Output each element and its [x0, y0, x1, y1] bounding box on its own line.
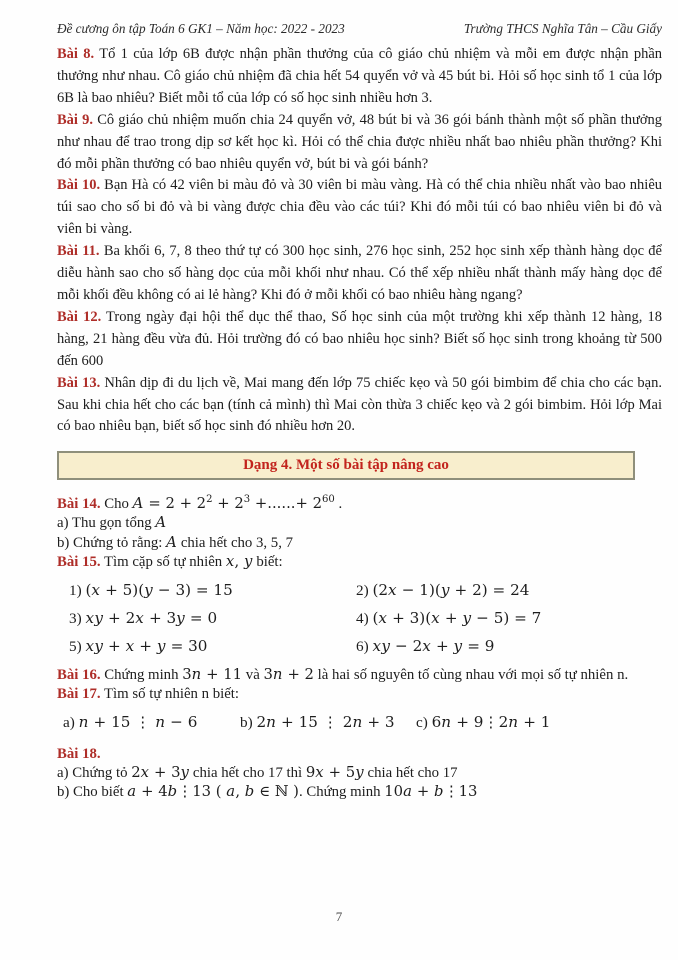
equation-grid: [69, 581, 662, 656]
equation-5: 5) xy + x + y = 30: [69, 637, 208, 656]
problem-bai-14-line: Bài 14. Cho $A = 2 + 2^2 + 2^3$ +......+ $2^{60}$ .: [57, 494, 343, 513]
equation-6: 6) xy − 2x + y = 9: [356, 637, 495, 656]
problem-bai-14-a: a) Thu gọn tổng A: [57, 514, 167, 532]
problem-bai-18-b: b) Cho biết a + 4b⋮13 ( a, b ∈ ℕ ). Chứng minh 10a + b⋮13: [57, 783, 478, 801]
bai-17-item-c: c) 6n + 9⋮2n + 1: [416, 712, 551, 731]
section-title: Dạng 4. Một số bài tập nâng cao: [243, 457, 449, 474]
problem-bai-17-head: Bài 17. Tìm số tự nhiên n biết:: [57, 686, 240, 703]
bai-17-items: [63, 713, 662, 732]
problem-bai-16: Bài 16. Chứng minh 3n + 11 và 3n + 2 là hai số nguyên tố cùng nhau với mọi số tự nhiên n.: [57, 666, 629, 684]
advanced-exercises-section: [57, 495, 662, 801]
bai-17-item-a: a) n + 15 ⋮ n − 6: [63, 712, 198, 731]
problem-bai-11: Bài 11. Ba khối 6, 7, 8 theo thứ tự có 300 học sinh, 276 học sinh, 252 học sinh xếp thành hàng dọc để diễu hành sao cho số hàng dọc của mỗi khối như nhau. Có thể xếp nhiều nhất thành mấy hàng dọc để mỗi khối đều không có ai lẻ hàng? Khi đó ở mỗi khối có bao nhiêu hàng ngang?: [57, 243, 662, 303]
problem-bai-10: Bài 10. Bạn Hà có 42 viên bi màu đỏ và 30 viên bi màu vàng. Hà có thể chia nhiều nhất vào bao nhiêu túi sao cho số bi đỏ và bi vàng được chia đều vào các túi? Khi đó mỗi túi có bao nhiêu viên bi đỏ và viên bi vàng.: [57, 177, 663, 238]
problem-bai-13: Bài 13. Nhân dịp đi du lịch về, Mai mang đến lớp 75 chiếc kẹo và 50 gói bimbim để chia cho các bạn. Sau khi chia hết cho các bạn (tính cả mình) thì Mai còn thừa 3 chiếc kẹo và 2 gói bimbim. Hỏi lớp Mai có bao nhiêu bạn, biết số học sinh đó nhiều hơn 20.: [57, 374, 662, 435]
problem-bai-8: Bài 8. Tổ 1 của lớp 6B được nhận phần thưởng của cô giáo chủ nhiệm và mỗi em được nhận phần thưởng như nhau. Cô giáo chủ nhiệm đã chia hết 54 quyển vở và 45 bút bi. Hỏi số học sinh tổ 1 của lớp 6B là bao nhiêu? Biết mỗi tổ của lớp có số học sinh nhiều hơn 3.: [57, 46, 663, 106]
problem-bai-14-b: b) Chứng tỏ rằng: A chia hết cho 3, 5, 7: [57, 533, 294, 551]
bai-17-item-b: b) 2n + 15 ⋮ 2n + 3: [240, 712, 395, 731]
header-school-right: Trường THCS Nghĩa Tân – Cầu Giấy: [463, 21, 662, 36]
problem-bai-18-head: Bài 18.: [57, 745, 101, 762]
equation-1: 1) (x + 5)(y − 3) = 15: [69, 581, 233, 600]
problem-bai-18-a: a) Chứng tỏ 2x + 3y chia hết cho 17 thì 9x + 5y chia hết cho 17: [57, 763, 458, 781]
header-title-left: Đề cương ôn tập Toán 6 GK1 – Năm học: 2022 - 2023: [57, 21, 345, 36]
problem-bai-9: Bài 9. Cô giáo chủ nhiệm muốn chia 24 quyển vở, 48 bút bi và 36 gói bánh thành một số phần thưởng như nhau để trao trong dịp sơ kết học kì. Hỏi có thể chia được nhiều nhất bao nhiêu phần thưởng? Khi đó mỗi phần thưởng có bao nhiêu quyển vở, bút bi và gói bánh?: [57, 111, 662, 172]
problem-bai-12: Bài 12. Trong ngày đại hội thể dục thể thao, Số học sinh của một trường khi xếp thành 12 hàng, 18 hàng, 21 hàng đều vừa đủ. Hỏi trường đó có bao nhiêu học sinh? Biết số học sinh trong khoảng từ 500 đến 600: [57, 308, 662, 369]
page-number: 7: [335, 909, 343, 924]
equation-4: 4) (x + 3)(x + y − 5) = 7: [356, 609, 542, 628]
equation-2: 2) (2x − 1)(y + 2) = 24: [356, 581, 530, 600]
document-header: [57, 21, 662, 37]
equation-3: 3) xy + 2x + 3y = 0: [69, 609, 218, 628]
problem-bai-15-head: Bài 15. Tìm cặp số tự nhiên x, y biết:: [57, 552, 283, 570]
section-title-box: [57, 451, 635, 480]
